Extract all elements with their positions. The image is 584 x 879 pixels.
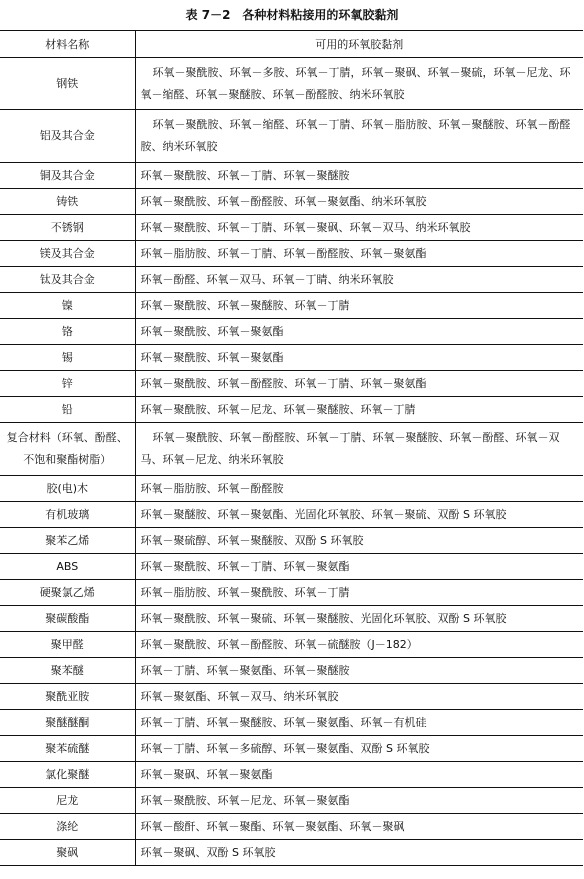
adhesive-cell: 环氧－聚酰胺、环氧－缩醛、环氧－丁腈、环氧－脂肪胺、环氧－聚醚胺、环氧－酚醛胺、纳米环氧胶 (135, 110, 583, 163)
material-cell: 聚苯硫醚 (0, 736, 135, 762)
material-cell: 锌 (0, 371, 135, 397)
table-row (0, 684, 583, 710)
table-row (0, 267, 583, 293)
adhesive-cell: 环氧－聚酰胺、环氧－丁腈、环氧－聚氨酯 (135, 554, 583, 580)
material-cell: 镁及其合金 (0, 241, 135, 267)
table-row (0, 762, 583, 788)
adhesive-cell: 环氧－酚醛、环氧－双马、环氧－丁睛、纳米环氧胶 (135, 267, 583, 293)
adhesive-cell: 环氧－聚砜、双酚 S 环氧胶 (135, 840, 583, 866)
adhesive-cell: 环氧－聚酰胺、环氧－酚醛胺、环氧－硫醚胺（J－182） (135, 632, 583, 658)
header-available-adhesives: 可用的环氧胶黏剂 (135, 31, 583, 58)
table-row (0, 710, 583, 736)
material-cell: 氯化聚醚 (0, 762, 135, 788)
material-cell: 锡 (0, 345, 135, 371)
material-cell: 聚砜 (0, 840, 135, 866)
table-row (0, 502, 583, 528)
table-row (0, 371, 583, 397)
adhesive-cell: 环氧－聚酰胺、环氧－酚醛胺、环氧－丁腈、环氧－聚醚胺、环氧－酚醛、环氧－双马、环氧－尼龙、纳米环氧胶 (135, 423, 583, 476)
material-cell: 聚酰亚胺 (0, 684, 135, 710)
table-row (0, 397, 583, 423)
material-cell: ABS (0, 554, 135, 580)
adhesive-cell: 环氧－聚酰胺、环氧－聚硫、环氧－聚醚胺、光固化环氧胶、双酚 S 环氧胶 (135, 606, 583, 632)
table-header-row (0, 31, 583, 58)
material-cell: 有机玻璃 (0, 502, 135, 528)
material-cell: 铜及其合金 (0, 163, 135, 189)
table-row (0, 632, 583, 658)
material-cell: 铸铁 (0, 189, 135, 215)
material-cell: 聚甲醛 (0, 632, 135, 658)
table-row (0, 293, 583, 319)
table-row (0, 110, 583, 163)
table-row (0, 319, 583, 345)
material-cell: 铬 (0, 319, 135, 345)
adhesive-cell: 环氧－聚酰胺、环氧－尼龙、环氧－聚氨酯 (135, 788, 583, 814)
material-cell: 不锈钢 (0, 215, 135, 241)
table-row (0, 580, 583, 606)
adhesive-cell: 环氧－聚酰胺、环氧－多胺、环氧－丁腈，环氧－聚砜、环氧－聚硫，环氧－尼龙、环氧－缩醛、环氧－聚醚胺、环氧－酚醛胺、纳米环氧胶 (135, 58, 583, 110)
material-cell: 聚苯乙烯 (0, 528, 135, 554)
adhesive-cell: 环氧－聚酰胺、环氧－酚醛胺、环氧－聚氨酯、纳米环氧胶 (135, 189, 583, 215)
table-row (0, 215, 583, 241)
table-caption: 表 7－2 各种材料粘接用的环氧胶黏剂 (185, 8, 399, 22)
adhesive-cell: 环氧－聚醚胺、环氧－聚氨酯、光固化环氧胶、环氧－聚硫、双酚 S 环氧胶 (135, 502, 583, 528)
header-material-name: 材料名称 (0, 31, 135, 58)
adhesive-table (0, 30, 583, 866)
material-cell: 胶(电)木 (0, 476, 135, 502)
table-row (0, 423, 583, 476)
table-row (0, 736, 583, 762)
table-row (0, 814, 583, 840)
adhesive-cell: 环氧－聚酰胺、环氧－聚氨酯 (135, 345, 583, 371)
adhesive-cell: 环氧－聚酰胺、环氧－尼龙、环氧－聚醚胺、环氧－丁腈 (135, 397, 583, 423)
table-row (0, 528, 583, 554)
material-cell: 尼龙 (0, 788, 135, 814)
table-row (0, 345, 583, 371)
table-row (0, 840, 583, 866)
table-row (0, 788, 583, 814)
adhesive-cell: 环氧－聚砜、环氧－聚氨酯 (135, 762, 583, 788)
material-cell: 钢铁 (0, 58, 135, 110)
adhesive-cell: 环氧－聚硫醇、环氧－聚醚胺、双酚 S 环氧胶 (135, 528, 583, 554)
adhesive-cell: 环氧－脂肪胺、环氧－丁腈、环氧－酚醛胺、环氧－聚氨酯 (135, 241, 583, 267)
table-row (0, 606, 583, 632)
adhesive-cell: 环氧－聚酰胺、环氧－聚醚胺、环氧－丁腈 (135, 293, 583, 319)
material-cell: 涤纶 (0, 814, 135, 840)
material-cell: 铅 (0, 397, 135, 423)
table-row (0, 58, 583, 110)
material-cell: 铝及其合金 (0, 110, 135, 163)
material-cell: 聚苯醚 (0, 658, 135, 684)
table-row (0, 163, 583, 189)
material-cell: 聚碳酸酯 (0, 606, 135, 632)
material-cell: 镍 (0, 293, 135, 319)
adhesive-cell: 环氧－丁腈、环氧－聚醚胺、环氧－聚氨酯、环氧－有机硅 (135, 710, 583, 736)
adhesive-cell: 环氧－酸酐、环氧－聚酯、环氧－聚氨酯、环氧－聚砜 (135, 814, 583, 840)
adhesive-cell: 环氧－聚酰胺、环氧－聚氨酯 (135, 319, 583, 345)
adhesive-cell: 环氧－聚酰胺、环氧－丁腈、环氧－聚醚胺 (135, 163, 583, 189)
adhesive-cell: 环氧－聚氨酯、环氧－双马、纳米环氧胶 (135, 684, 583, 710)
table-row (0, 476, 583, 502)
table-row (0, 554, 583, 580)
material-cell: 硬聚氯乙烯 (0, 580, 135, 606)
table-row (0, 658, 583, 684)
adhesive-cell: 环氧－聚酰胺、环氧－酚醛胺、环氧－丁腈、环氧－聚氨酯 (135, 371, 583, 397)
material-cell: 聚醚醚酮 (0, 710, 135, 736)
adhesive-cell: 环氧－丁腈、环氧－多硫醇、环氧－聚氨酯、双酚 S 环氧胶 (135, 736, 583, 762)
adhesive-cell: 环氧－丁腈、环氧－聚氨酯、环氧－聚醚胺 (135, 658, 583, 684)
adhesive-cell: 环氧－脂肪胺、环氧－聚酰胺、环氧－丁腈 (135, 580, 583, 606)
material-cell: 复合材料（环氧、酚醛、不饱和聚酯树脂） (0, 423, 135, 476)
adhesive-cell: 环氧－聚酰胺、环氧－丁腈、环氧－聚砜、环氧－双马、纳米环氧胶 (135, 215, 583, 241)
table-row (0, 189, 583, 215)
material-cell: 钛及其合金 (0, 267, 135, 293)
table-row (0, 241, 583, 267)
adhesive-cell: 环氧－脂肪胺、环氧－酚醛胺 (135, 476, 583, 502)
